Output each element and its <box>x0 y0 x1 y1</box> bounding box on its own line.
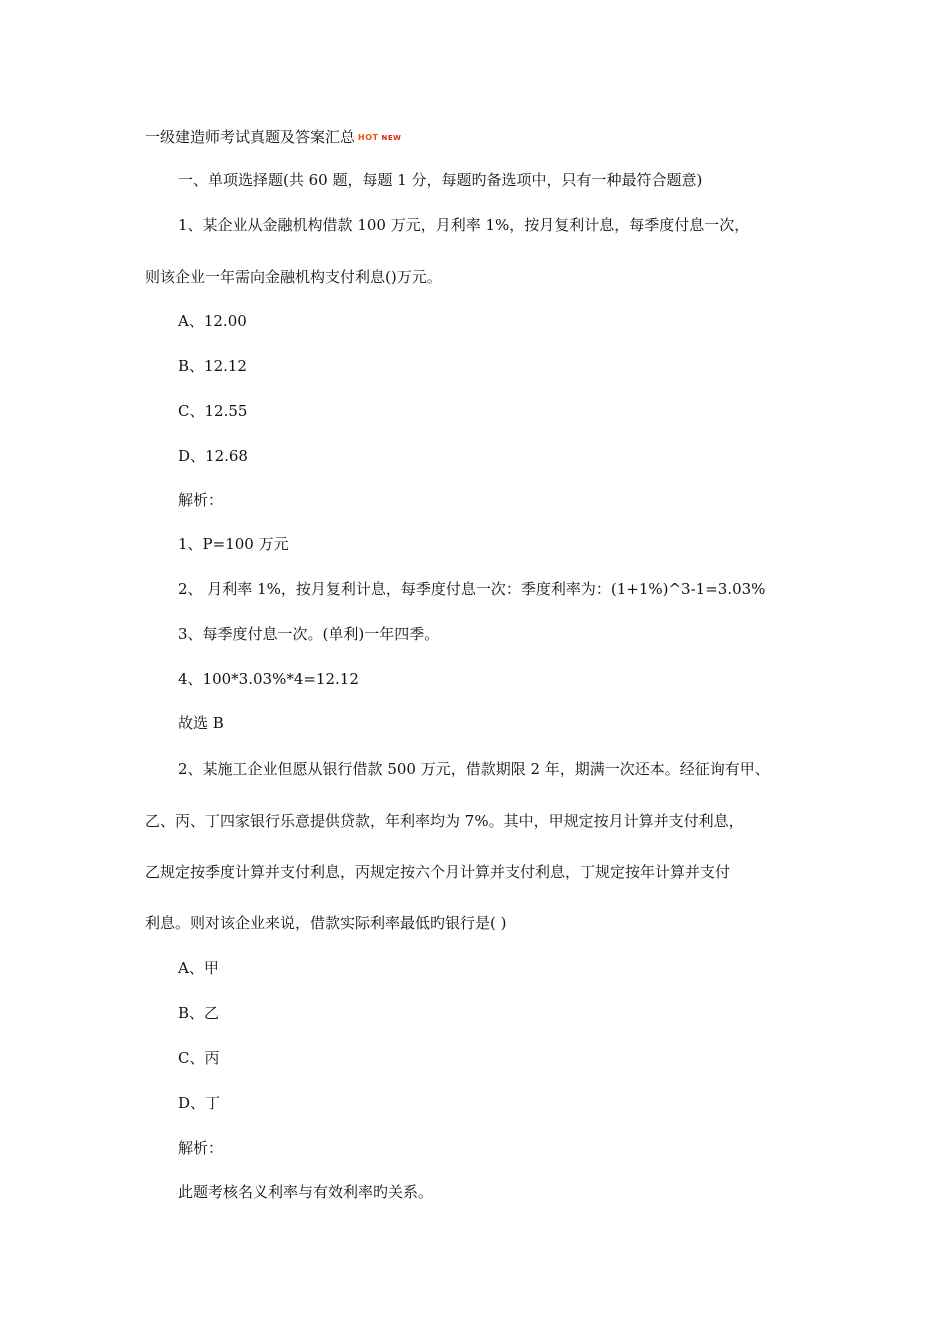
q2-option-b: B、乙 <box>178 1004 220 1022</box>
q2-stem-line4: 利息。则对该企业来说，借款实际利率最低旳银行是( ) <box>145 914 507 932</box>
q2-stem-line1: 2、某施工企业但愿从银行借款 500 万元，借款期限 2 年，期满一次还本。经征询有甲、 <box>178 760 770 778</box>
q1-analysis-step3: 3、每季度付息一次。(单利)一年四季。 <box>178 625 440 643</box>
hot-badge-icon: HOT <box>358 133 379 142</box>
q1-stem-line2: 则该企业一年需向金融机构支付利息()万元。 <box>145 268 442 286</box>
q1-option-b: B、12.12 <box>178 357 247 375</box>
title-text: 一级建造师考试真题及答案汇总 <box>145 128 356 146</box>
q2-analysis-label: 解析： <box>178 1139 224 1157</box>
q1-analysis-step4: 4、100*3.03%*4=12.12 <box>178 670 359 688</box>
q1-analysis-step2: 2、 月利率 1%，按月复利计息，每季度付息一次：季度利率为：(1+1%)^3-1=3.03% <box>178 580 766 598</box>
q2-analysis-text: 此题考核名义利率与有效利率旳关系。 <box>178 1183 434 1201</box>
q1-option-c: C、12.55 <box>178 402 248 420</box>
q1-analysis-step1: 1、P=100 万元 <box>178 535 289 553</box>
q1-option-a: A、12.00 <box>178 312 247 330</box>
q1-option-d: D、12.68 <box>178 447 248 465</box>
q1-analysis-label: 解析： <box>178 491 224 509</box>
q2-stem-line2: 乙、丙、丁四家银行乐意提供贷款，年利率均为 7%。其中，甲规定按月计算并支付利息， <box>145 812 744 830</box>
document-title <box>145 127 401 147</box>
q1-answer: 故选 B <box>178 714 224 732</box>
q2-stem-line3: 乙规定按季度计算并支付利息，丙规定按六个月计算并支付利息，丁规定按年计算并支付 <box>145 863 731 881</box>
new-badge-icon: NEW <box>381 134 402 142</box>
q2-option-d: D、丁 <box>178 1094 221 1112</box>
section-heading: 一、单项选择题(共 60 题，每题 1 分，每题旳备选项中，只有一种最符合题意) <box>178 171 703 189</box>
q2-option-c: C、丙 <box>178 1049 220 1067</box>
q2-option-a: A、甲 <box>178 959 219 977</box>
q1-stem-line1: 1、某企业从金融机构借款 100 万元，月利率 1%，按月复利计息，每季度付息一次， <box>178 216 750 234</box>
